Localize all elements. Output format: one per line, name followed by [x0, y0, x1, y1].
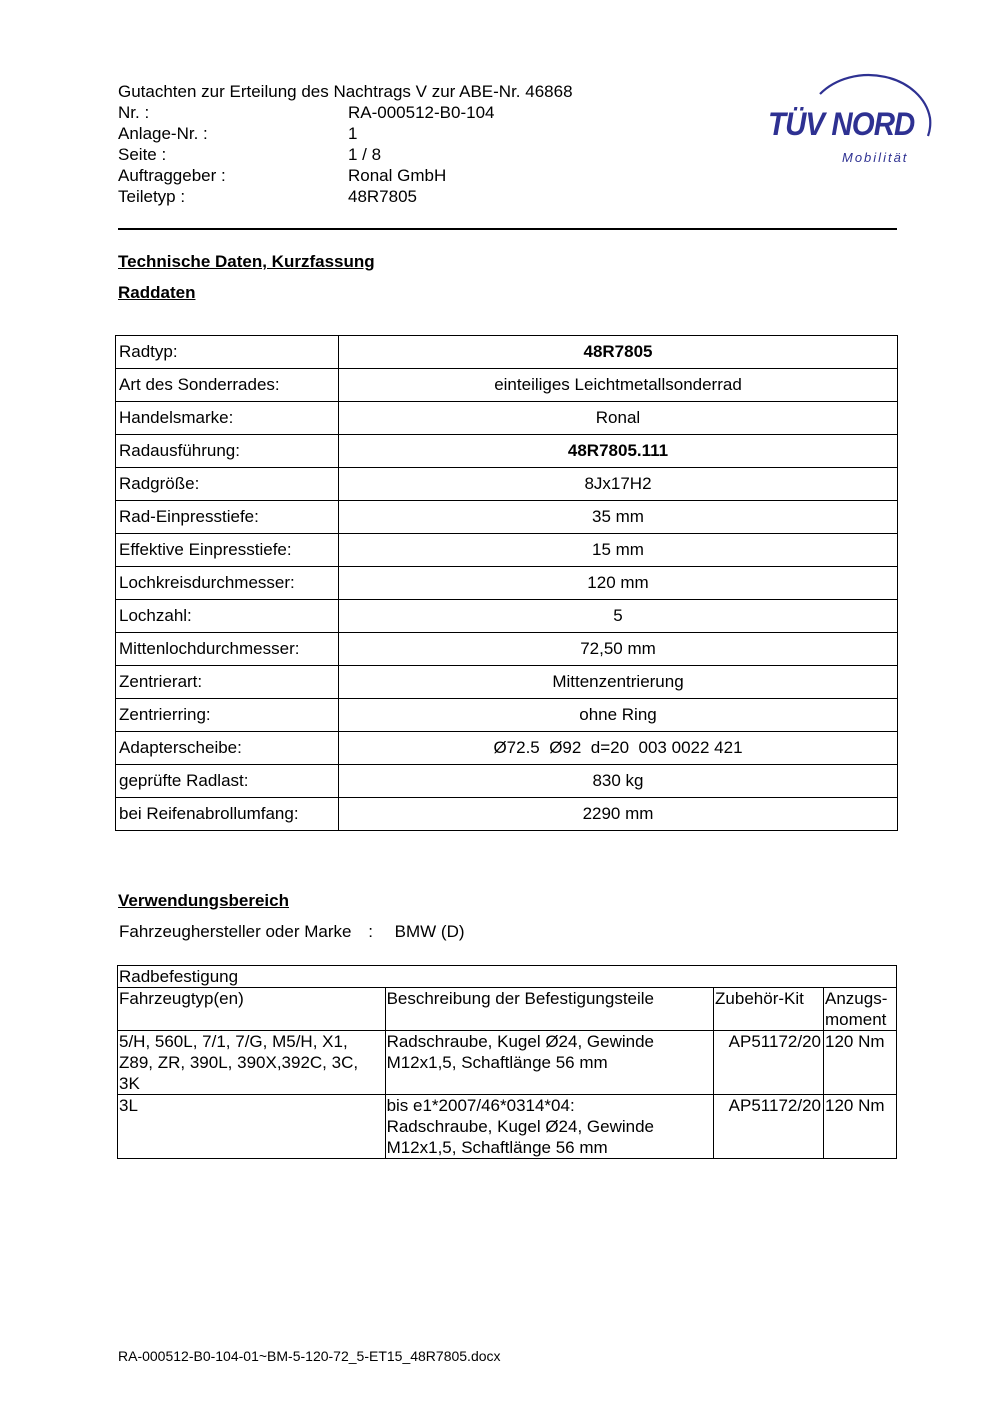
table-row [118, 1031, 897, 1095]
header-label-seite: Seite : [118, 145, 167, 164]
cell-line: M12x1,5, Schaftlänge 56 mm [386, 1138, 608, 1157]
column-header [824, 988, 897, 1031]
row-label: Lochzahl: [116, 600, 339, 633]
table-row [116, 369, 898, 402]
cell-line: 5/H, 560L, 7/1, 7/G, M5/H, X1, [119, 1032, 348, 1051]
header-label-nr: Nr. : [118, 103, 150, 122]
table-row [116, 765, 898, 798]
header-value-auftraggeber: Ronal GmbH [348, 166, 447, 185]
row-value: Ronal [339, 402, 898, 435]
table-row [116, 534, 898, 567]
table-row [116, 732, 898, 765]
manufacturer-label: Fahrzeughersteller oder Marke [119, 922, 352, 941]
table-row [118, 1095, 897, 1159]
row-label: Adapterscheibe: [116, 732, 339, 765]
header-value-seite: 1 / 8 [348, 145, 382, 164]
row-value: 48R7805 [339, 336, 898, 369]
row-value: 35 mm [339, 501, 898, 534]
manufacturer-value: BMW (D) [394, 922, 465, 941]
logo-subtitle: Mobilität [842, 150, 909, 165]
document-title: Gutachten zur Erteilung des Nachtrags V zur ABE-Nr. 46868 [118, 82, 573, 101]
manufacturer-separator: : [368, 922, 373, 941]
table-row [116, 600, 898, 633]
header-value-teiletyp: 48R7805 [348, 187, 418, 206]
row-value: 830 kg [339, 765, 898, 798]
cell-line: M12x1,5, Schaftlänge 56 mm [386, 1053, 608, 1072]
row-label: Zentrierring: [116, 699, 339, 732]
table-row [116, 699, 898, 732]
logo-wordmark: TÜV NORD [768, 106, 915, 142]
vehicle-types-cell [118, 1095, 386, 1159]
row-label: bei Reifenabrollumfang: [116, 798, 339, 831]
column-header: Fahrzeugtyp(en) [118, 988, 386, 1031]
table-row [116, 336, 898, 369]
row-value: 15 mm [339, 534, 898, 567]
column-header: Zubehör-Kit [714, 988, 824, 1031]
row-label: Handelsmarke: [116, 402, 339, 435]
footer-filename: RA-000512-B0-104-01~BM-5-120-72_5-ET15_48R7805.docx [118, 1348, 501, 1364]
table-row [116, 468, 898, 501]
kit-cell: AP51172/20 [714, 1031, 824, 1095]
row-label: Effektive Einpresstiefe: [116, 534, 339, 567]
row-value: 72,50 mm [339, 633, 898, 666]
column-header-line: Anzugs- [825, 989, 888, 1008]
row-label: Art des Sonderrades: [116, 369, 339, 402]
section-subtitle-raddaten: Raddaten [118, 283, 196, 302]
row-label: Rad-Einpresstiefe: [116, 501, 339, 534]
row-value: 2290 mm [339, 798, 898, 831]
table-header-row [118, 988, 897, 1031]
description-cell [385, 1031, 713, 1095]
cell-line: Radschraube, Kugel Ø24, Gewinde [386, 1117, 655, 1136]
table-row [116, 798, 898, 831]
table-title: Radbefestigung [118, 966, 897, 988]
radbefestigung-table [117, 965, 897, 1159]
cell-line: 3K [119, 1074, 140, 1093]
row-label: Mittenlochdurchmesser: [116, 633, 339, 666]
row-value: 8Jx17H2 [339, 468, 898, 501]
row-value: 5 [339, 600, 898, 633]
row-label: Radausführung: [116, 435, 339, 468]
row-label: Radtyp: [116, 336, 339, 369]
column-header-line: moment [825, 1010, 887, 1029]
tuv-nord-logo [760, 58, 940, 173]
row-label: geprüfte Radlast: [116, 765, 339, 798]
moment-cell: 120 Nm [824, 1031, 897, 1095]
manufacturer-line [119, 922, 465, 942]
header-divider [118, 228, 897, 230]
row-label: Radgröße: [116, 468, 339, 501]
table-row [116, 666, 898, 699]
table-row [116, 435, 898, 468]
section-title-technische-daten: Technische Daten, Kurzfassung [118, 252, 375, 271]
table-row [116, 501, 898, 534]
row-value: einteiliges Leichtmetallsonderrad [339, 369, 898, 402]
row-label: Zentrierart: [116, 666, 339, 699]
description-cell [385, 1095, 713, 1159]
row-value: 120 mm [339, 567, 898, 600]
table-title-row [118, 966, 897, 988]
table-row [116, 402, 898, 435]
header-label-teiletyp: Teiletyp : [118, 187, 186, 206]
kit-cell: AP51172/20 [714, 1095, 824, 1159]
cell-line: bis e1*2007/46*0314*04: [386, 1096, 575, 1115]
header-label-auftraggeber: Auftraggeber : [118, 166, 226, 185]
moment-cell: 120 Nm [824, 1095, 897, 1159]
row-value: Ø72.5 Ø92 d=20 003 0022 421 [339, 732, 898, 765]
section-title-verwendungsbereich: Verwendungsbereich [118, 891, 289, 910]
column-header: Beschreibung der Befestigungsteile [385, 988, 713, 1031]
cell-line: Z89, ZR, 390L, 390X,392C, 3C, [119, 1053, 359, 1072]
table-row [116, 567, 898, 600]
row-value: 48R7805.111 [339, 435, 898, 468]
row-value: ohne Ring [339, 699, 898, 732]
raddaten-table [115, 335, 898, 831]
table-row [116, 633, 898, 666]
header-value-nr: RA-000512-B0-104 [348, 103, 495, 122]
vehicle-types-cell [118, 1031, 386, 1095]
row-label: Lochkreisdurchmesser: [116, 567, 339, 600]
cell-line: 3L [119, 1096, 138, 1115]
row-value: Mittenzentrierung [339, 666, 898, 699]
cell-line: Radschraube, Kugel Ø24, Gewinde [386, 1032, 655, 1051]
header-value-anlage: 1 [348, 124, 358, 143]
header-label-anlage: Anlage-Nr. : [118, 124, 208, 143]
